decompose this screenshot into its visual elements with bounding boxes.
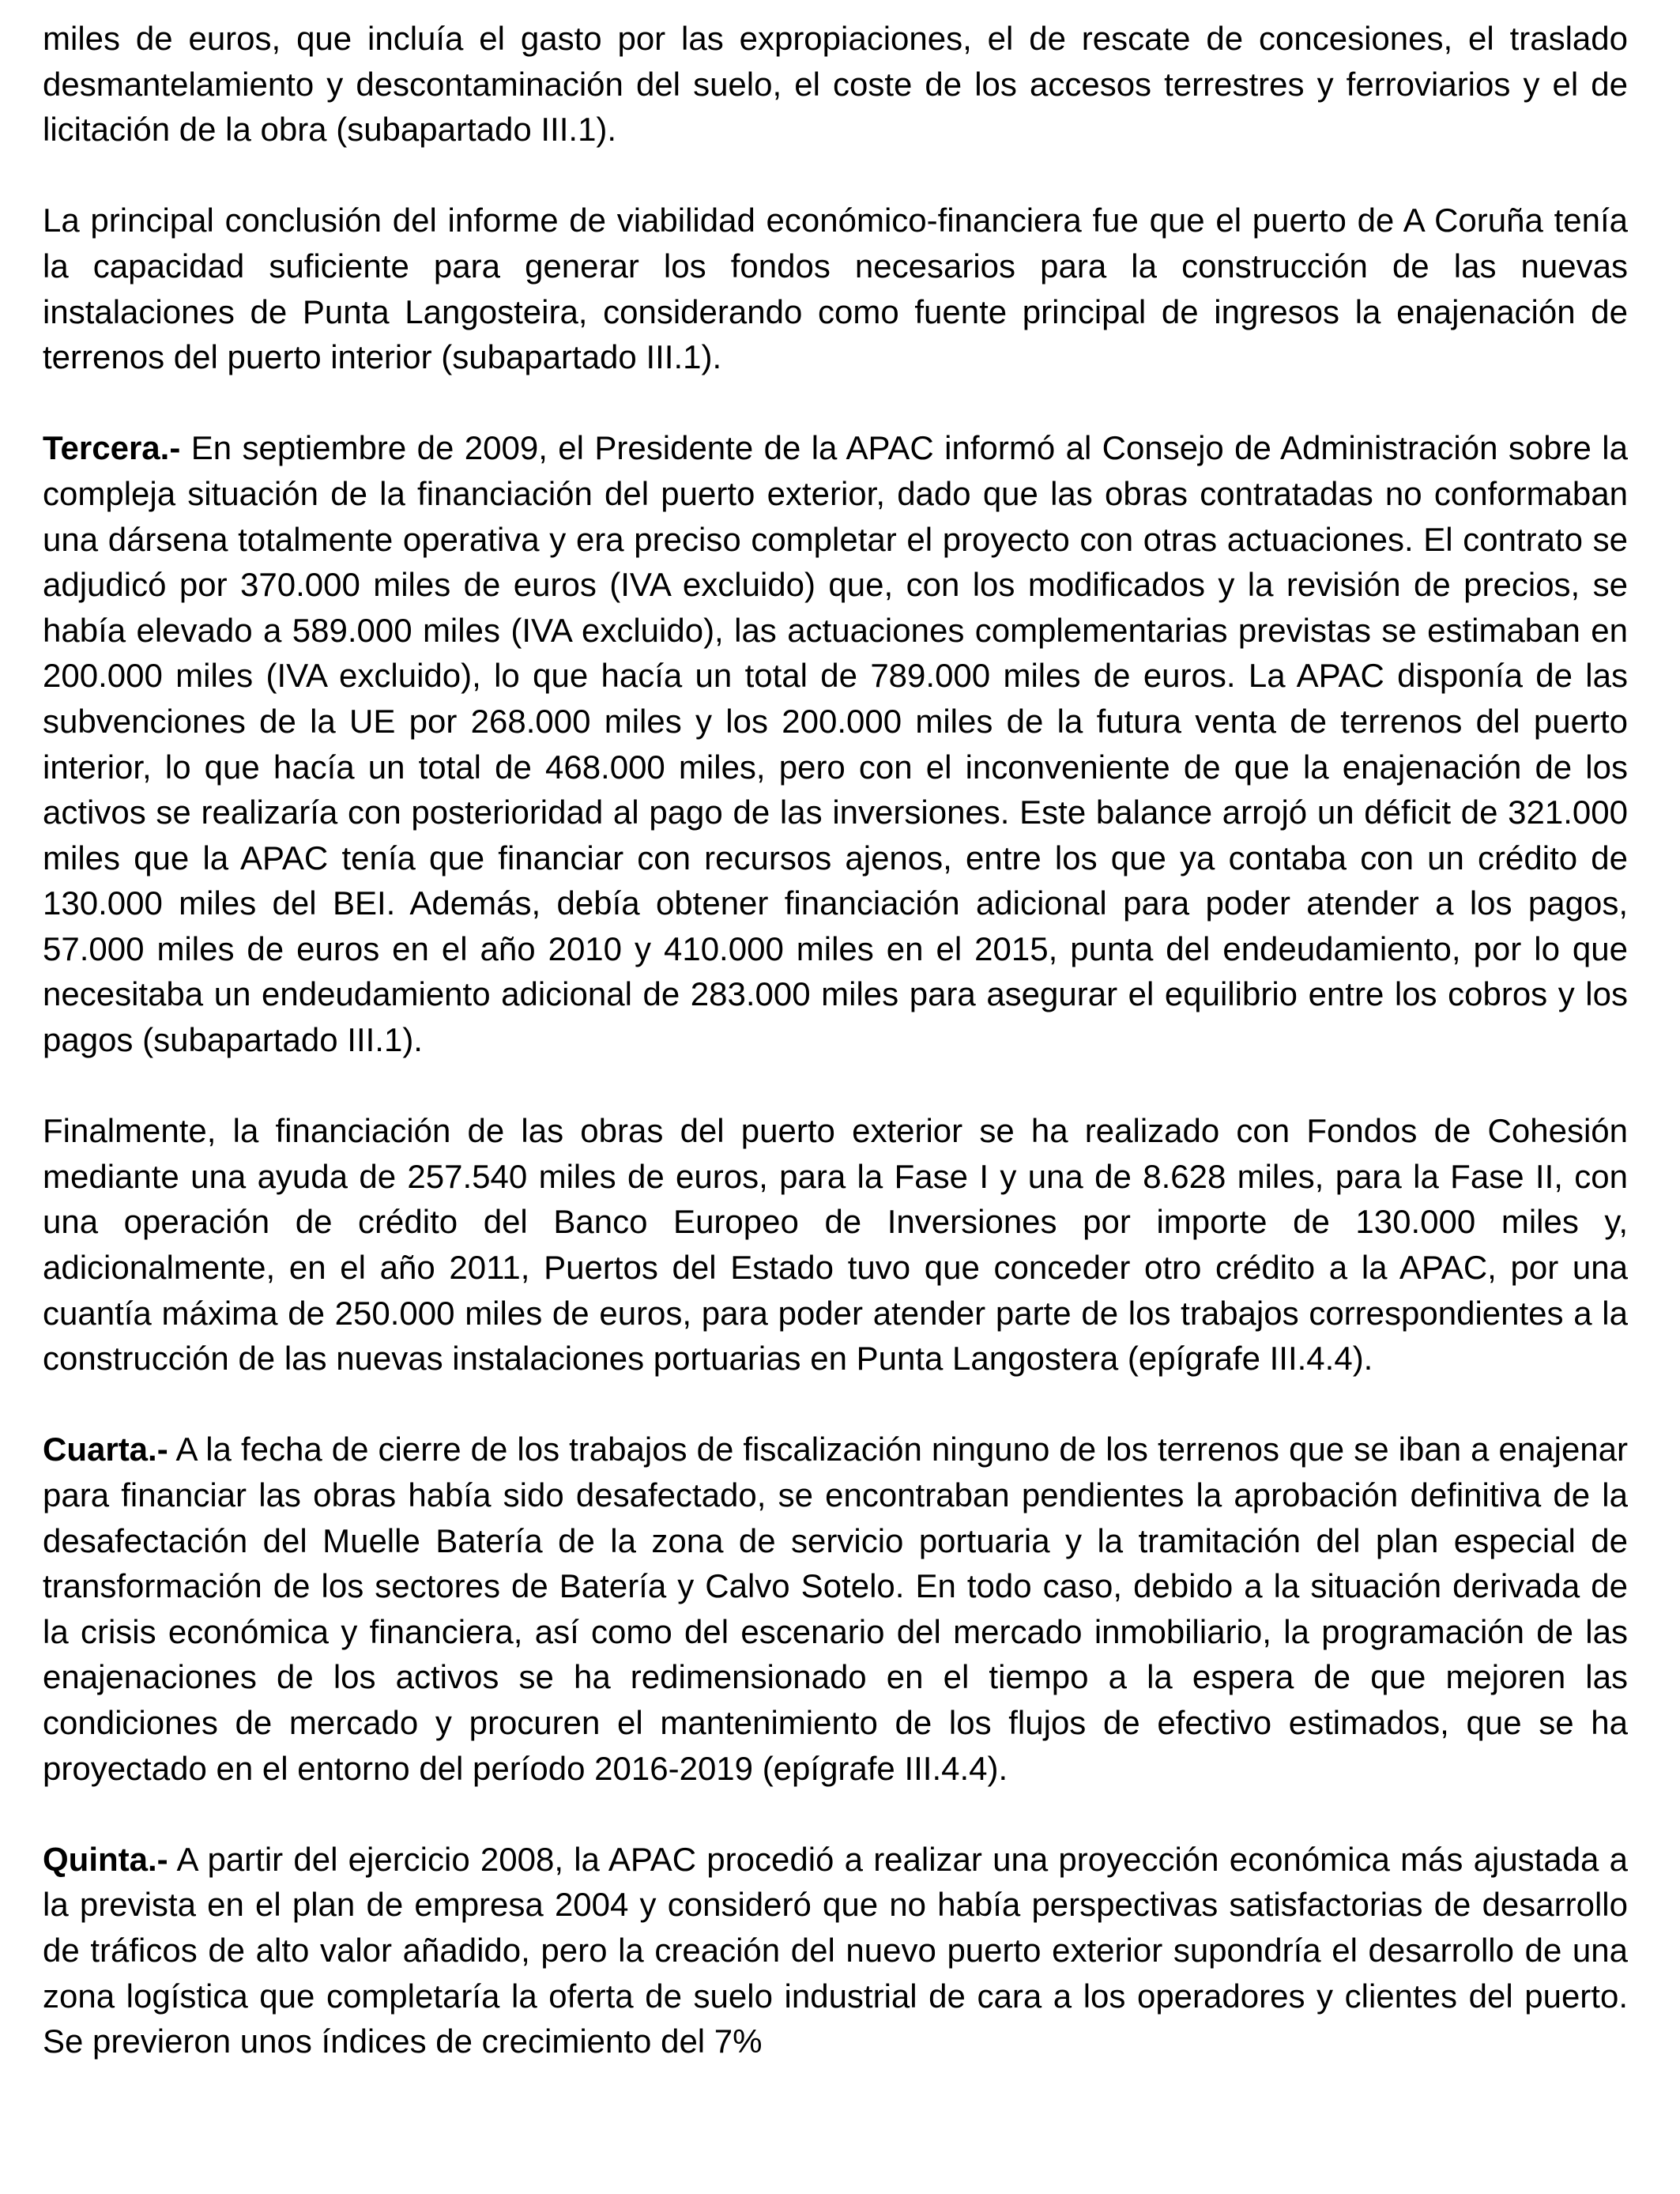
paragraph-text: Finalmente, la financiación de las obras del puerto exterior se ha realizado con Fondos de Cohesión mediante una ayuda de 257.540 miles de euros, para la Fase I y una de 8.628 miles, para la Fase II, con una operación de crédito del Banco Europeo de Inversiones por importe de 130.000 miles y, adicionalmente, en el año 2011, Puertos del Estado tuvo que conceder otro crédito a la APAC, por una cuantía máxima de 250.000 miles de euros, para poder atender parte de los trabajos correspondientes a la construcción de las nuevas instalaciones portuarias en Punta Langostera (epígrafe III.4.4). bbox=[43, 1112, 1628, 1378]
paragraph-text: A la fecha de cierre de los trabajos de fiscalización ninguno de los terrenos que se iban a enajenar para financiar las obras había sido desafectado, se encontraban pendientes la aprobación definitiva de la desafectación del Muelle Batería de la zona de servicio portuaria y la tramitación del plan especial de transformación de los sectores de Batería y Calvo Sotelo. En todo caso, debido a la situación derivada de la crisis económica y financiera, así como del escenario del mercado inmobiliario, la programación de las enajenaciones de los activos se ha redimensionado en el tiempo a la espera de que mejoren las condiciones de mercado y procuren el mantenimiento de los flujos de efectivo estimados, que se ha proyectado en el entorno del período 2016-2019 (epígrafe III.4.4). bbox=[43, 1431, 1628, 1787]
paragraph-conclusion bbox=[43, 198, 1628, 379]
paragraph-heading: Quinta.- bbox=[43, 1840, 168, 1878]
paragraph-text: A partir del ejercicio 2008, la APAC procedió a realizar una proyección económica más ajustada a la prevista en el plan de empresa 2004 y consideró que no había perspectivas satisfactorias de desarrollo de tráficos de alto valor añadido, pero la creación del nuevo puerto exterior supondría el desarrollo de una zona logística que completaría la oferta de suelo industrial de cara a los operadores y clientes del puerto. Se previeron unos índices de crecimiento del 7% bbox=[43, 1840, 1628, 2060]
paragraph-quinta bbox=[43, 1837, 1628, 2064]
paragraph-text: miles de euros, que incluía el gasto por las expropiaciones, el de rescate de concesiones, el traslado desmantelamiento y descontaminación del suelo, el coste de los accesos terrestres y ferroviarios y el de licitación de la obra (subapartado III.1). bbox=[43, 20, 1628, 149]
paragraph-text: En septiembre de 2009, el Presidente de la APAC informó al Consejo de Administración sobre la compleja situación de la financiación del puerto exterior, dado que las obras contratadas no conformaban una dársena totalmente operativa y era preciso completar el proyecto con otras actuaciones. El contrato se adjudicó por 370.000 miles de euros (IVA excluido) que, con los modificados y la revisión de precios, se había elevado a 589.000 miles (IVA excluido), las actuaciones complementarias previstas se estimaban en 200.000 miles (IVA excluido), lo que hacía un total de 789.000 miles de euros. La APAC disponía de las subvenciones de la UE por 268.000 miles y los 200.000 miles de la futura venta de terrenos del puerto interior, lo que hacía un total de 468.000 miles, pero con el inconveniente de que la enajenación de los activos se realizaría con posterioridad al pago de las inversiones. Este balance arrojó un déficit de 321.000 miles que la APAC tenía que financiar con recursos ajenos, entre los que ya contaba con un crédito de 130.000 miles del BEI. Además, debía obtener financiación adicional para poder atender a los pagos, 57.000 miles de euros en el año 2010 y 410.000 miles en el 2015, punta del endeudamiento, por lo que necesitaba un endeudamiento adicional de 283.000 miles para asegurar el equilibrio entre los cobros y los pagos (subapartado III.1). bbox=[43, 429, 1628, 1059]
paragraph-heading: Cuarta.- bbox=[43, 1431, 168, 1468]
paragraph-cuarta bbox=[43, 1427, 1628, 1791]
paragraph-text: La principal conclusión del informe de viabilidad económico-financiera fue que el puerto de A Coruña tenía la capacidad suficiente para generar los fondos necesarios para la construcción de las nuevas instalaciones de Punta Langosteira, considerando como fuente principal de ingresos la enajenación de terrenos del puerto interior (subapartado III.1). bbox=[43, 202, 1628, 376]
paragraph-heading: Tercera.- bbox=[43, 429, 181, 467]
document-page bbox=[43, 0, 1628, 2109]
paragraph-continuation bbox=[43, 16, 1628, 153]
paragraph-financiacion bbox=[43, 1108, 1628, 1382]
paragraph-tercera bbox=[43, 425, 1628, 1062]
